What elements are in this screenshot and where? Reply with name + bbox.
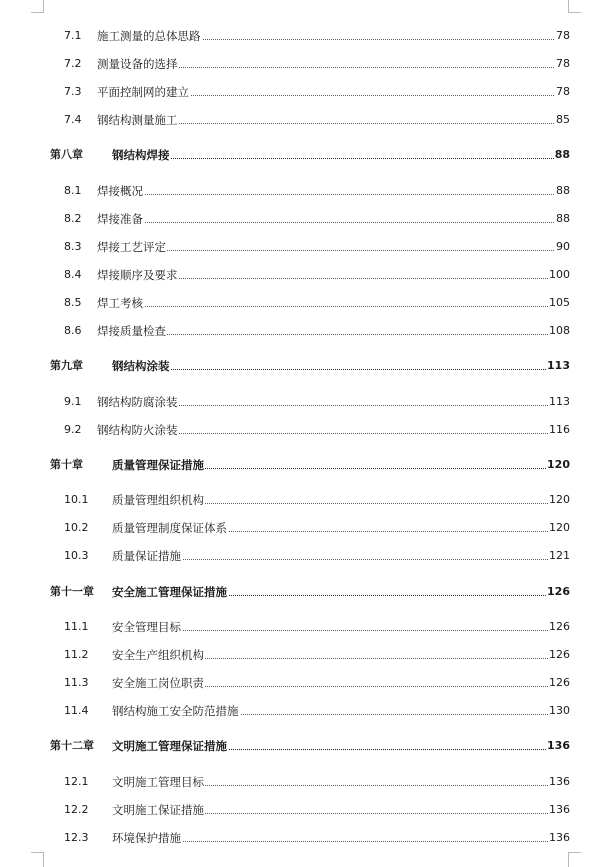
- toc-section-entry[interactable]: [0, 210, 604, 228]
- toc-page-number: 113: [546, 357, 570, 375]
- toc-section-entry[interactable]: [0, 491, 604, 509]
- toc-section-title: 安全管理目标: [112, 620, 181, 634]
- toc-section-entry[interactable]: [0, 702, 604, 720]
- toc-section-title: 质量管理组织机构: [112, 493, 204, 507]
- toc-chapter-title: 文明施工管理保证措施: [112, 739, 227, 753]
- margin-corner-mark: [31, 852, 44, 867]
- toc-chapter-number: 第十二章: [50, 739, 94, 752]
- toc-page-number: 126: [548, 618, 570, 636]
- toc-section-entry[interactable]: [0, 801, 604, 819]
- toc-section-entry[interactable]: [0, 111, 604, 129]
- toc-section-entry[interactable]: [0, 646, 604, 664]
- toc-section-title: 钢结构防火涂装: [97, 423, 178, 437]
- toc-section-number: 7.1: [64, 29, 82, 42]
- toc-page-number: 88: [554, 146, 570, 164]
- toc-section-number: 10.3: [64, 549, 89, 562]
- toc-page-number: 120: [546, 456, 570, 474]
- toc-chapter-title: 钢结构涂装: [112, 359, 170, 373]
- toc-section-title: 焊接工艺评定: [97, 240, 166, 254]
- toc-leader-dots: [97, 306, 558, 307]
- toc-leader-dots: [112, 158, 558, 159]
- toc-section-number: 12.3: [64, 831, 89, 844]
- toc-page-number: 85: [555, 111, 570, 129]
- toc-page-number: 78: [555, 55, 570, 73]
- toc-section-entry[interactable]: [0, 322, 604, 340]
- toc-page-number: 120: [548, 519, 570, 537]
- toc-page-number: 136: [548, 801, 570, 819]
- toc-chapter-title: 钢结构焊接: [112, 148, 170, 162]
- toc-page-number: 121: [548, 547, 570, 565]
- toc-page-number: 130: [548, 702, 570, 720]
- toc-leader-dots: [97, 194, 558, 195]
- toc-page-number: 78: [555, 83, 570, 101]
- toc-section-entry[interactable]: [0, 519, 604, 537]
- toc-page-number: 116: [548, 421, 570, 439]
- toc-section-title: 文明施工保证措施: [112, 803, 204, 817]
- toc-section-title: 钢结构测量施工: [97, 113, 178, 127]
- toc-section-title: 质量保证措施: [112, 549, 181, 563]
- toc-section-number: 12.1: [64, 775, 89, 788]
- toc-section-entry[interactable]: [0, 55, 604, 73]
- toc-section-entry[interactable]: [0, 238, 604, 256]
- toc-chapter-entry[interactable]: [0, 146, 604, 164]
- toc-chapter-number: 第八章: [50, 148, 83, 161]
- toc-page-number: 113: [548, 393, 570, 411]
- toc-section-entry[interactable]: [0, 27, 604, 45]
- toc-section-number: 8.2: [64, 212, 82, 225]
- toc-section-entry[interactable]: [0, 674, 604, 692]
- toc-section-number: 11.1: [64, 620, 89, 633]
- toc-section-entry[interactable]: [0, 829, 604, 847]
- toc-section-title: 施工测量的总体思路: [97, 29, 201, 43]
- margin-corner-mark: [568, 0, 581, 13]
- toc-chapter-title: 质量管理保证措施: [112, 458, 204, 472]
- margin-corner-mark: [568, 852, 581, 867]
- toc-chapter-entry[interactable]: [0, 737, 604, 755]
- toc-leader-dots: [97, 222, 558, 223]
- toc-section-number: 11.4: [64, 704, 89, 717]
- toc-section-title: 钢结构防腐涂装: [97, 395, 178, 409]
- toc-chapter-number: 第九章: [50, 359, 83, 372]
- toc-section-number: 12.2: [64, 803, 89, 816]
- toc-page-number: 126: [548, 674, 570, 692]
- toc-section-title: 焊接准备: [97, 212, 143, 226]
- toc-section-number: 8.4: [64, 268, 82, 281]
- toc-page-number: 120: [548, 491, 570, 509]
- toc-section-entry[interactable]: [0, 773, 604, 791]
- toc-section-entry[interactable]: [0, 618, 604, 636]
- toc-chapter-entry[interactable]: [0, 456, 604, 474]
- toc-chapter-number: 第十一章: [50, 585, 94, 598]
- toc-section-number: 7.3: [64, 85, 82, 98]
- toc-section-entry[interactable]: [0, 393, 604, 411]
- toc-page-number: 88: [555, 182, 570, 200]
- toc-section-entry[interactable]: [0, 266, 604, 284]
- toc-section-number: 7.2: [64, 57, 82, 70]
- toc-section-number: 11.2: [64, 648, 89, 661]
- toc-section-title: 焊接顺序及要求: [97, 268, 178, 282]
- toc-section-entry[interactable]: [0, 547, 604, 565]
- toc-section-number: 9.1: [64, 395, 82, 408]
- toc-section-entry[interactable]: [0, 294, 604, 312]
- toc-page-number: 100: [548, 266, 570, 284]
- toc-section-title: 文明施工管理目标: [112, 775, 204, 789]
- toc-section-number: 8.5: [64, 296, 82, 309]
- toc-section-title: 质量管理制度保证体系: [112, 521, 227, 535]
- toc-page-number: 126: [546, 583, 570, 601]
- toc-section-entry[interactable]: [0, 421, 604, 439]
- toc-chapter-entry[interactable]: [0, 583, 604, 601]
- toc-section-title: 环境保护措施: [112, 831, 181, 845]
- margin-corner-mark: [31, 0, 44, 13]
- toc-section-entry[interactable]: [0, 83, 604, 101]
- toc-section-title: 安全施工岗位职责: [112, 676, 204, 690]
- toc-section-number: 7.4: [64, 113, 82, 126]
- toc-page-number: 136: [546, 737, 570, 755]
- toc-section-entry[interactable]: [0, 182, 604, 200]
- toc-chapter-entry[interactable]: [0, 357, 604, 375]
- toc-page-number: 88: [555, 210, 570, 228]
- toc-section-title: 安全生产组织机构: [112, 648, 204, 662]
- toc-section-title: 焊接概况: [97, 184, 143, 198]
- toc-section-number: 10.1: [64, 493, 89, 506]
- toc-page-number: 78: [555, 27, 570, 45]
- toc-section-title: 平面控制网的建立: [97, 85, 189, 99]
- toc-chapter-title: 安全施工管理保证措施: [112, 585, 227, 599]
- toc-section-number: 8.6: [64, 324, 82, 337]
- toc-page-number: 126: [548, 646, 570, 664]
- toc-section-number: 8.1: [64, 184, 82, 197]
- toc-page-number: 90: [555, 238, 570, 256]
- toc-section-number: 10.2: [64, 521, 89, 534]
- toc-section-number: 8.3: [64, 240, 82, 253]
- toc-chapter-number: 第十章: [50, 458, 83, 471]
- toc-section-number: 11.3: [64, 676, 89, 689]
- toc-section-title: 钢结构施工安全防范措施: [112, 704, 239, 718]
- toc-page-number: 105: [548, 294, 570, 312]
- toc-page-number: 108: [548, 322, 570, 340]
- toc-page-number: 136: [548, 829, 570, 847]
- toc-section-title: 测量设备的选择: [97, 57, 178, 71]
- toc-page-number: 136: [548, 773, 570, 791]
- toc-section-title: 焊工考核: [97, 296, 143, 310]
- toc-leader-dots: [112, 369, 558, 370]
- toc-section-number: 9.2: [64, 423, 82, 436]
- toc-section-title: 焊接质量检查: [97, 324, 166, 338]
